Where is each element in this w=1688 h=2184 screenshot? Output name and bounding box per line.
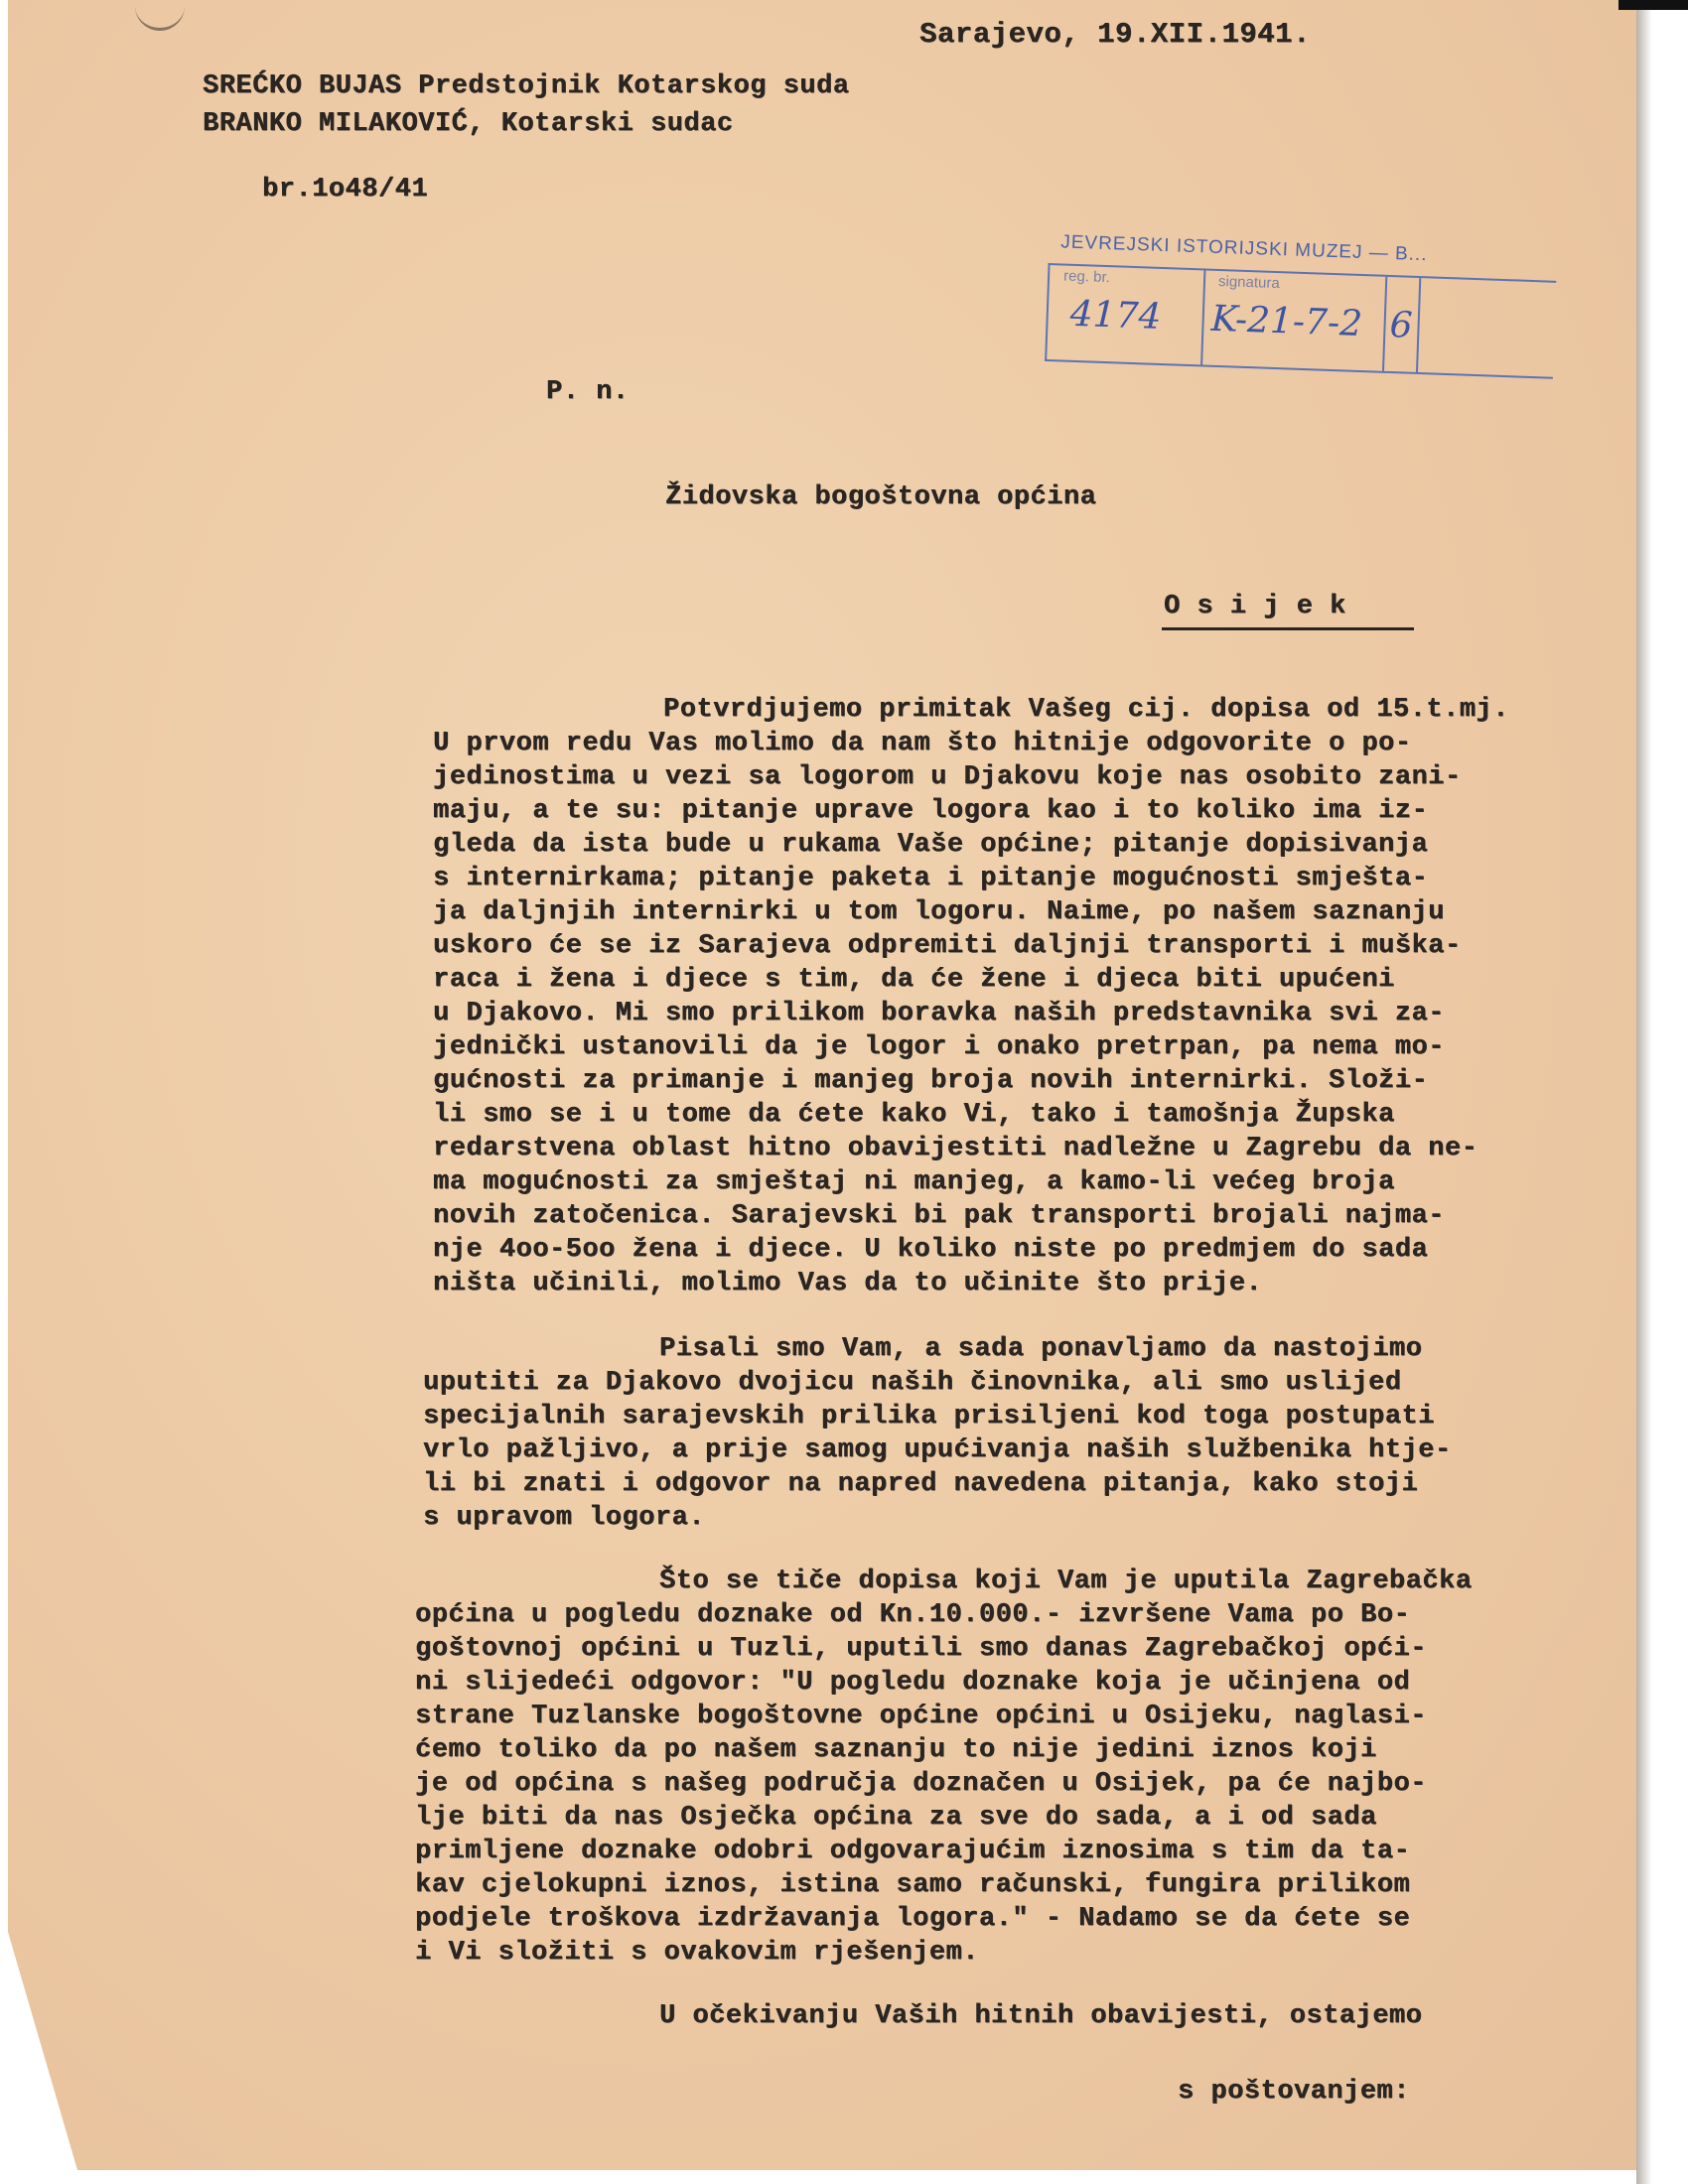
paragraph-3-line: ni slijedeći odgovor: "U pogledu doznake koja je učinjena od xyxy=(415,1668,1411,1698)
paragraph-1-line: maju, a te su: pitanje uprave logora kao i to koliko ima iz- xyxy=(433,796,1429,826)
paragraph-1-line: ma mogućnosti za smještaj ni manjeg, a kamo-li većeg broja xyxy=(433,1167,1395,1197)
fold-mark xyxy=(135,6,185,31)
stamp-item-number: 6 xyxy=(1388,305,1414,346)
paragraph-1-line: Potvrdjujemo primitak Vašeg cij. dopisa od 15.t.mj. xyxy=(663,695,1509,725)
recipient-name: Židovska bogoštovna općina xyxy=(665,482,1097,512)
paragraph-2-line: vrlo pažljivo, a prije samog upućivanja naših službenika htje- xyxy=(423,1435,1452,1465)
stamp-museum-name: JEVREJSKI ISTORIJSKI MUZEJ — B... xyxy=(1059,231,1428,266)
paragraph-1-line: s internirkama; pitanje paketa i pitanje mogućnosti smješta- xyxy=(433,864,1429,893)
paragraph-2-line: uputiti za Djakovo dvojicu naših činovnika, ali smo uslijed xyxy=(423,1368,1402,1398)
paragraph-1-line: ja daljnjih internirki u tom logoru. Naime, po našem saznanju xyxy=(433,897,1445,927)
stamp-box xyxy=(1045,263,1556,379)
stamp-divider xyxy=(1200,270,1205,364)
stamp-divider xyxy=(1416,278,1421,372)
stamp-reg-label: reg. br. xyxy=(1062,267,1111,287)
stamp-reg-number: 4174 xyxy=(1069,293,1163,338)
sender-line-2: BRANKO MILAKOVIĆ, Kotarski sudac xyxy=(203,109,734,139)
torn-corner xyxy=(8,1932,77,2170)
stamp-divider xyxy=(1382,277,1387,371)
paragraph-3-line: lje biti da nas Osječka općina za sve do sada, a i od sada xyxy=(415,1803,1377,1833)
paragraph-1-line: gućnosti za primanje i manjeg broja novih internirki. Složi- xyxy=(433,1066,1429,1096)
scan-margin xyxy=(1636,0,1688,2184)
scan-edge xyxy=(1618,0,1688,10)
paragraph-1-line: redarstvena oblast hitno obavijestiti nadležne u Zagrebu da ne- xyxy=(433,1134,1478,1163)
paragraph-3-line: strane Tuzlanske bogoštovne općine općini u Osijeku, naglasi- xyxy=(415,1702,1427,1731)
paragraph-1-line: jednički ustanovili da je logor i onako pretrpan, pa nema mo- xyxy=(433,1032,1445,1062)
letter-date: Sarajevo, 19.XII.1941. xyxy=(919,18,1311,51)
closing-line: U očekivanju Vaših hitnih obavijesti, ostajemo xyxy=(659,2001,1423,2031)
paragraph-1-line: jedinostima u vezi sa logorom u Djakovu koje nas osobito zani- xyxy=(433,762,1462,792)
paragraph-1-line: gleda da ista bude u rukama Vaše općine; pitanje dopisivanja xyxy=(433,830,1429,860)
paragraph-1-line: uskoro će se iz Sarajeva odpremiti daljnji transporti i muška- xyxy=(433,931,1462,961)
paragraph-3-line: Što se tiče dopisa koji Vam je uputila Zagrebačka xyxy=(659,1567,1473,1596)
paragraph-1-line: novih zatočenica. Sarajevski bi pak transporti brojali najma- xyxy=(433,1201,1445,1231)
paragraph-2-line: s upravom logora. xyxy=(423,1503,705,1533)
closing-regards: s poštovanjem: xyxy=(1178,2077,1410,2107)
stamp-signature: K-21-7-2 xyxy=(1210,298,1363,345)
stamp-sign-label: signatura xyxy=(1217,272,1281,293)
paragraph-3-line: općina u pogledu doznake od Kn.10.000.- izvršene Vama po Bo- xyxy=(415,1600,1411,1630)
paragraph-2-line: Pisali smo Vam, a sada ponavljamo da nastojimo xyxy=(659,1334,1423,1364)
paragraph-3-line: ćemo toliko da po našem saznanju to nije jedini iznos koji xyxy=(415,1735,1377,1765)
paragraph-1-line: ništa učinili, molimo Vas da to učinite što prije. xyxy=(433,1269,1263,1298)
recipient-city: O s i j e k xyxy=(1164,592,1346,621)
paragraph-2-line: specijalnih sarajevskih prilika prisiljeni kod toga postupati xyxy=(423,1402,1435,1432)
museum-registration-stamp xyxy=(1045,229,1566,396)
paragraph-3-line: primljene doznake odobri odgovarajućim iznosima s tim da ta- xyxy=(415,1837,1411,1866)
paragraph-2-line: li bi znati i odgovor na napred navedena pitanja, kako stoji xyxy=(423,1469,1419,1499)
paragraph-3-line: kav cjelokupni iznos, istina samo računski, fungira prilikom xyxy=(415,1870,1411,1900)
paragraph-1-line: u Djakovo. Mi smo prilikom boravka naših predstavnika svi za- xyxy=(433,999,1445,1028)
paragraph-3-line: je od općina s našeg područja doznačen u Osijek, pa će najbo- xyxy=(415,1769,1427,1799)
recipient-city-underline xyxy=(1162,627,1414,630)
paragraph-1-line: U prvom redu Vas molimo da nam što hitnije odgovorite o po- xyxy=(433,729,1412,758)
salutation: P. n. xyxy=(546,377,630,407)
reference-number: br.1o48/41 xyxy=(262,175,429,205)
paragraph-3-line: podjele troškova izdržavanja logora." - Nadamo se da ćete se xyxy=(415,1904,1411,1934)
paragraph-3-line: goštovnoj općini u Tuzli, uputili smo danas Zagrebačkoj opći- xyxy=(415,1634,1427,1664)
document-page xyxy=(8,0,1636,2170)
paragraph-1-line: raca i žena i djece s tim, da će žene i djeca biti upućeni xyxy=(433,965,1395,995)
paragraph-3-line: i Vi složiti s ovakovim rješenjem. xyxy=(415,1938,979,1968)
paragraph-1-line: li smo se i u tome da ćete kako Vi, tako i tamošnja Župska xyxy=(433,1100,1395,1130)
sender-line-1: SREĆKO BUJAS Predstojnik Kotarskog suda xyxy=(203,71,850,101)
paragraph-1-line: nje 4oo-5oo žena i djece. U koliko niste po predmjem do sada xyxy=(433,1235,1429,1265)
